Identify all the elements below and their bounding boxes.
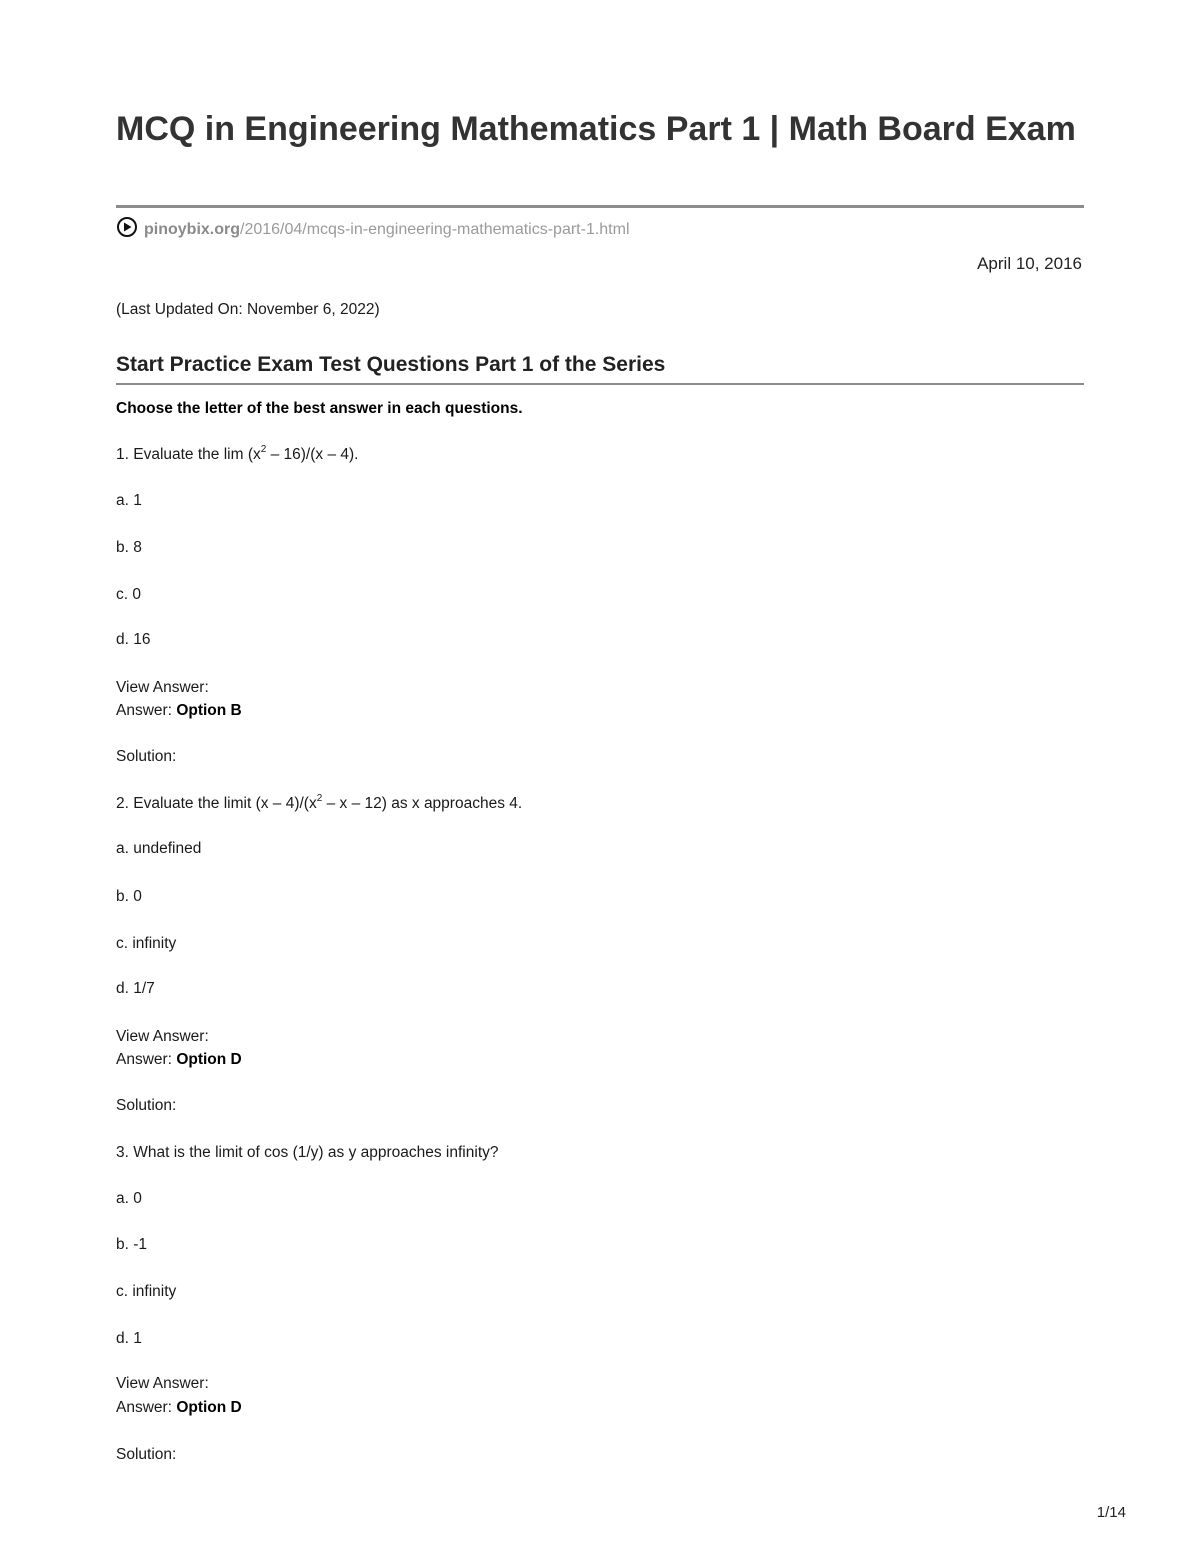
question-2-option-c: c. infinity: [116, 935, 177, 952]
last-updated: (Last Updated On: November 6, 2022): [116, 301, 380, 318]
title-divider: [116, 205, 1084, 208]
question-1-option-b: b. 8: [116, 539, 142, 556]
question-1-answer: Answer: Option B: [116, 702, 242, 719]
question-1-view-answer[interactable]: View Answer:: [116, 679, 209, 696]
play-circle-icon: [116, 216, 138, 238]
instructions: Choose the letter of the best answer in each questions.: [116, 400, 523, 417]
question-3-option-d: d. 1: [116, 1330, 142, 1347]
question-2-option-b: b. 0: [116, 888, 142, 905]
question-2-answer: Answer: Option D: [116, 1051, 242, 1068]
source-path[interactable]: /2016/04/mcqs-in-engineering-mathematics-part-1.html: [240, 221, 630, 238]
question-2-option-d: d. 1/7: [116, 980, 155, 997]
question-1-answer-value: Option B: [176, 702, 242, 719]
question-1-stem: 1. Evaluate the $\lim (x^2 - 16)/(x - 4)$.: [116, 443, 359, 463]
question-3-option-c: c. infinity: [116, 1283, 177, 1300]
question-3-view-answer[interactable]: View Answer:: [116, 1375, 209, 1392]
question-3-option-b: b. -1: [116, 1236, 148, 1253]
question-2-answer-value: Option D: [176, 1051, 242, 1068]
question-3-answer-value: Option D: [176, 1399, 242, 1416]
source-link[interactable]: [116, 216, 630, 238]
question-3-solution: Solution:: [116, 1446, 177, 1463]
source-domain[interactable]: pinoybix.org: [144, 221, 240, 238]
question-2-stem: 2. Evaluate the limit $(x - 4)/(x^2$ – x – 12) as x approaches 4.: [116, 792, 523, 812]
section-heading: Start Practice Exam Test Questions Part 1 of the Series: [116, 353, 666, 376]
publish-date: April 10, 2016: [977, 254, 1082, 273]
page-number: 1/14: [1096, 1504, 1126, 1521]
question-2-view-answer[interactable]: View Answer:: [116, 1028, 209, 1045]
question-3-answer: Answer: Option D: [116, 1399, 242, 1416]
question-2-solution: Solution:: [116, 1097, 177, 1114]
question-1-option-a: a. 1: [116, 492, 142, 509]
question-1-option-c: c. 0: [116, 586, 141, 603]
question-2-option-a: a. undefined: [116, 840, 202, 857]
section-divider: [116, 383, 1084, 385]
question-1-solution: Solution:: [116, 748, 177, 765]
question-3-stem: 3. What is the limit of cos (1/y) as y approaches infinity?: [116, 1144, 499, 1161]
page-title: MCQ in Engineering Mathematics Part 1 | Math Board Exam: [116, 110, 1076, 148]
question-3-option-a: a. 0: [116, 1190, 142, 1207]
question-1-option-d: d. 16: [116, 631, 151, 648]
